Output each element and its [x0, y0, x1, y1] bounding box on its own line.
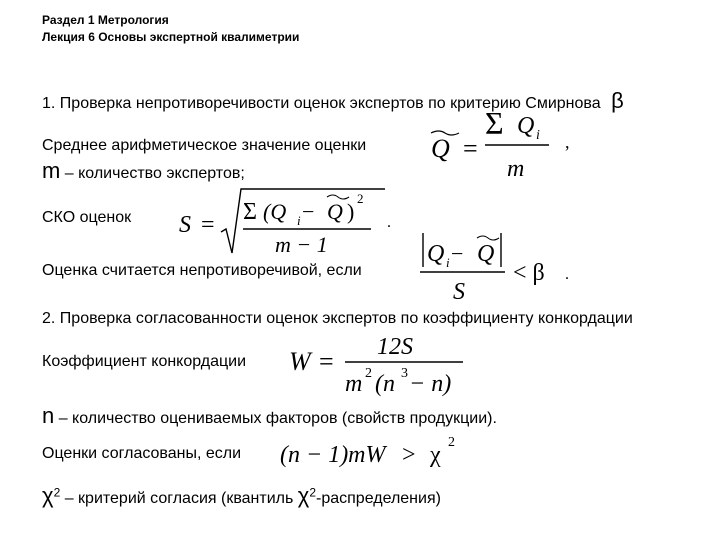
formula-mean-punct: ,	[565, 132, 570, 152]
formula-mean-sub: i	[536, 128, 540, 143]
formula-w-eq: =	[319, 347, 334, 376]
formula-w-den-exp1: 2	[365, 366, 372, 381]
chi-exp: 2	[53, 485, 61, 500]
section2-title: 2. Проверка согласованности оценок экспертов по коэффициенту конкордации	[42, 310, 633, 327]
formula-w	[285, 328, 475, 400]
formula-s-q: Q	[327, 199, 343, 224]
n-symbol: n	[42, 403, 55, 428]
formula-chi-symbol: χ	[430, 442, 441, 468]
tilde-mark	[477, 236, 499, 240]
formula-s-close: )	[347, 199, 355, 224]
formula-w-den-m: m	[345, 371, 363, 397]
formula-chi-rel: >	[402, 442, 416, 468]
formula-cond-sub: i	[446, 255, 450, 270]
formula-mean-den: m	[507, 156, 525, 182]
chi-symbol: χ	[42, 483, 54, 508]
section-header: Раздел 1 Метрология	[42, 13, 169, 27]
m-symbol: m	[42, 158, 61, 183]
chi-exp-inline: 2	[309, 485, 316, 500]
formula-s-sub: i	[297, 213, 301, 228]
m-definition	[42, 158, 245, 184]
formula-cond-punct: .	[565, 266, 569, 283]
formula-condition	[415, 225, 580, 305]
formula-s-lhs: S	[179, 212, 191, 238]
sko-label: СКО оценок	[42, 209, 132, 226]
formula-s-eq: =	[201, 212, 215, 238]
formula-s-den: m − 1	[275, 232, 328, 257]
formula-cond-rel: < β	[513, 260, 545, 286]
formula-s-body: (Q	[263, 199, 287, 224]
formula-w-den-rest: − n)	[409, 371, 452, 397]
chi-symbol-inline: χ	[297, 483, 310, 508]
formula-chi-body: (n − 1)mW	[280, 442, 386, 468]
formula-w-num: 12S	[377, 334, 413, 360]
m-desc: – количество экспертов;	[60, 165, 245, 182]
formula-s-minus: −	[302, 199, 315, 224]
formula-chi-exp: 2	[448, 435, 455, 450]
formula-s	[175, 185, 400, 260]
agreed-label: Оценки согласованы, если	[42, 445, 242, 462]
concordance-label: Коэффициент конкордации	[42, 353, 247, 370]
n-desc: – количество оцениваемых факторов (свойств продукции).	[54, 410, 497, 427]
chi-desc2: -распределения)	[316, 490, 441, 507]
formula-w-den-exp2: 3	[401, 366, 408, 381]
mean-label: Среднее арифметическое значение оценки	[42, 137, 367, 154]
formula-chi	[276, 430, 476, 475]
formula-cond-minus: −	[451, 241, 464, 266]
formula-mean-lhs: Q	[431, 134, 450, 163]
chi-definition	[42, 483, 441, 509]
n-definition	[42, 403, 497, 429]
formula-s-sum: Σ	[243, 199, 257, 225]
condition-label: Оценка считается непротиворечивой, если	[42, 262, 362, 279]
formula-w-den-open: (n	[375, 371, 395, 397]
formula-s-punct: .	[387, 214, 391, 231]
section1-title-text: 1. Проверка непротиворечивости оценок экспертов по критерию Смирнова	[42, 95, 601, 112]
formula-cond-q: Q	[427, 241, 445, 267]
formula-cond-den: S	[453, 279, 465, 305]
formula-s-exp: 2	[357, 191, 364, 206]
chi-desc1: – критерий согласия (квантиль	[60, 490, 298, 507]
formula-mean	[425, 100, 585, 185]
lecture-header: Лекция 6 Основы экспертной квалиметрии	[42, 30, 300, 44]
formula-mean-num: Q	[517, 113, 535, 139]
formula-mean-eq: =	[463, 134, 478, 163]
formula-mean-sum: Σ	[485, 105, 504, 141]
formula-w-lhs: W	[289, 347, 311, 376]
beta-symbol: β	[611, 88, 624, 113]
formula-cond-qtilde: Q	[477, 241, 495, 267]
